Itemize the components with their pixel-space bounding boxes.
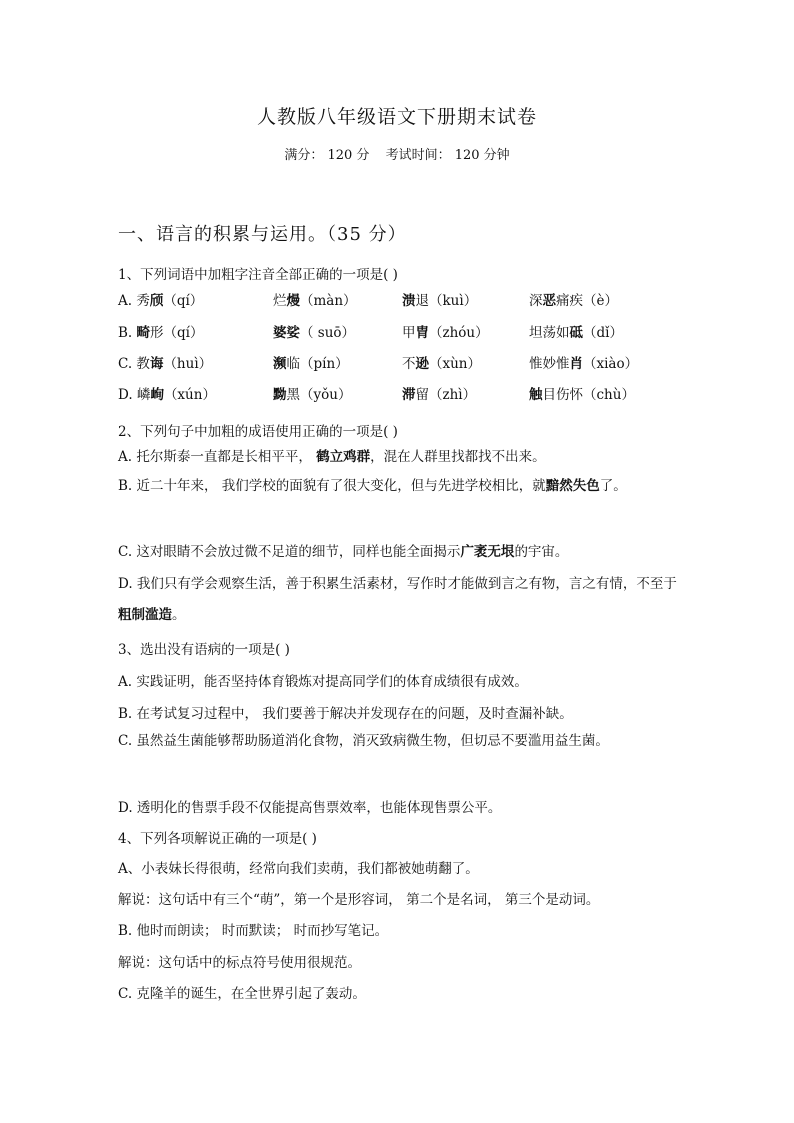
question-2-stem: 2、下列句子中加粗的成语使用正确的一项是( ) — [118, 424, 398, 440]
question-4-option-b: B. 他时而朗读； 时而默读； 时而抄写笔记。 — [118, 923, 389, 939]
question-1-option-cell: 烂熳（màn） — [273, 293, 357, 309]
section-heading: 一、语言的积累与运用。（35 分） — [118, 224, 407, 245]
exam-time: 考试时间： 120 分钟 — [385, 148, 510, 163]
question-1-option-cell: D. 嶙峋（xún） — [118, 387, 216, 403]
question-1-option-cell: C. 教诲（huì） — [118, 356, 213, 372]
question-3-option-c: C. 虽然益生菌能够帮助肠道消化食物，消灭致病微生物，但切忌不要滥用益生菌。 — [118, 733, 609, 749]
exam-info — [0, 144, 794, 163]
question-3-option-d: D. 透明化的售票手段不仅能提高售票效率，也能体现售票公平。 — [118, 800, 502, 816]
question-2-option-c: C. 这对眼睛不会放过微不足道的细节，同样也能全面揭示广袤无垠的宇宙。 — [118, 544, 569, 560]
question-1-option-cell: 不逊（xùn） — [402, 356, 482, 372]
question-3-option-b: B. 在考试复习过程中， 我们要善于解决并发现存在的问题，及时查漏补缺。 — [118, 706, 573, 722]
question-2-option-d: D. 我们只有学会观察生活，善于积累生活素材，写作时才能做到言之有物，言之有情，不至于粗制滥造。 — [118, 576, 677, 623]
question-4-option-a-note: 解说：这句话中有三个“萌”，第一个是形容词， 第二个是名词， 第三个是动词。 — [118, 892, 600, 908]
question-1-option-cell: 触目伤怀（chù） — [529, 387, 635, 403]
question-3-option-a: A. 实践证明，能否坚持体育锻炼对提高同学们的体育成绩很有成效。 — [118, 674, 528, 690]
question-1-option-cell: 婆娑（ suō） — [273, 325, 356, 341]
question-1-option-cell: B. 畸形（qí） — [118, 325, 204, 341]
question-1-option-cell: 坦荡如砥（dǐ） — [529, 325, 623, 341]
question-4-option-a: A、小表妹长得很萌，经常向我们卖萌，我们都被她萌翻了。 — [118, 861, 479, 877]
question-4-stem: 4、下列各项解说正确的一项是( ) — [118, 831, 317, 847]
question-2-option-a: A. 托尔斯泰一直都是长相平平， 鹤立鸡群，混在人群里找都找不出来。 — [118, 449, 546, 465]
question-3-stem: 3、选出没有语病的一项是( ) — [118, 642, 290, 658]
exam-title: 人教版八年级语文下册期末试卷 — [256, 106, 537, 128]
question-1-option-cell: 甲胄（zhóu） — [402, 325, 489, 341]
question-1-option-cell: 溃退（kuì） — [402, 293, 478, 309]
question-1-stem: 1、下列词语中加粗字注音全部正确的一项是( ) — [118, 267, 398, 283]
question-1-option-cell: 濒临（pín） — [273, 356, 349, 372]
question-1-option-cell: 滞留（zhì） — [402, 387, 477, 403]
full-marks: 满分： 120 分 — [284, 148, 370, 163]
question-4-option-c: C. 克隆羊的诞生，在全世界引起了轰动。 — [118, 986, 366, 1002]
question-1-option-cell: A. 秀颀（qí） — [118, 293, 204, 309]
question-1-option-cell: 深恶痛疾（è） — [529, 293, 618, 309]
question-2-option-b: B. 近二十年来， 我们学校的面貌有了很大变化，但与先进学校相比，就黯然失色了。 — [118, 478, 627, 494]
question-4-option-b-note: 解说：这句话中的标点符号使用很规范。 — [118, 955, 361, 971]
question-1-option-cell: 惟妙惟肖（xiào） — [529, 356, 639, 372]
question-1-option-cell: 黝黑（yǒu） — [273, 387, 352, 403]
